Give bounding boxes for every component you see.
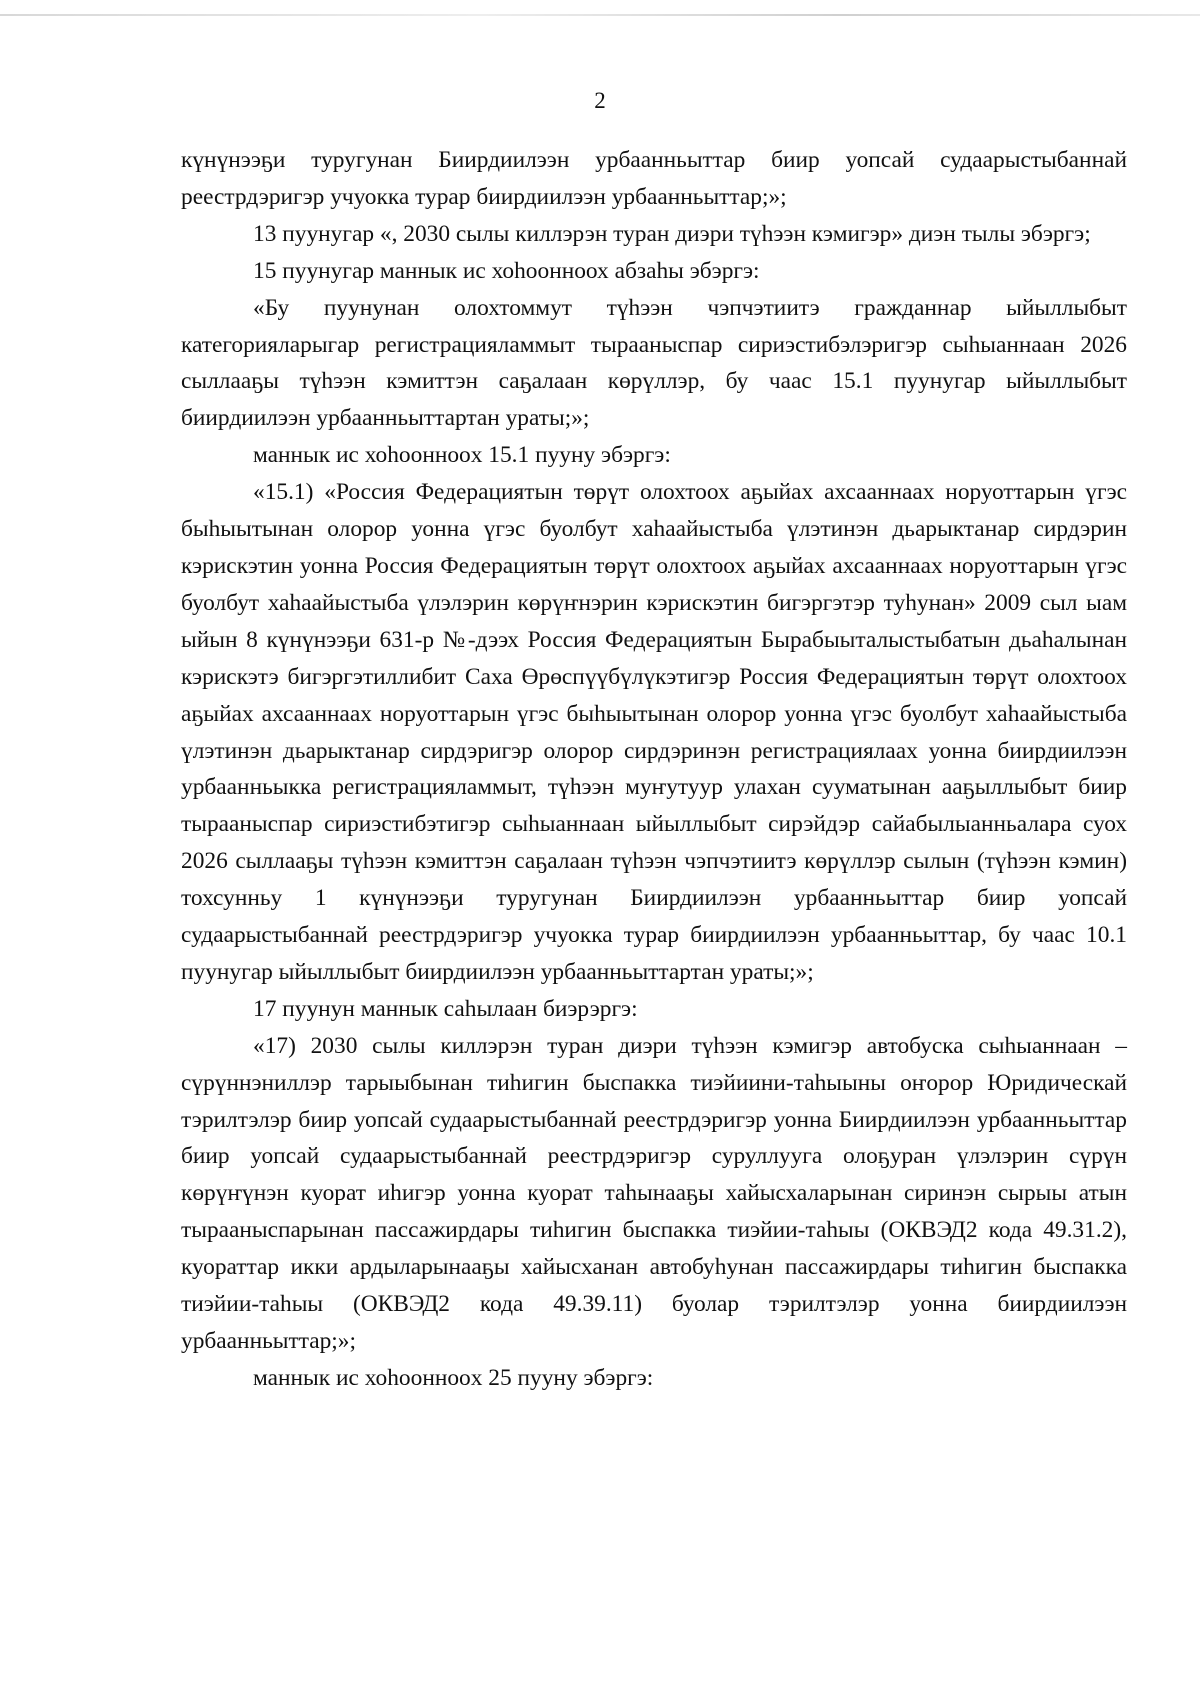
page-number: 2 xyxy=(594,88,606,113)
paragraph-5: маннык ис хоһооннооx 15.1 пууну эбэргэ: xyxy=(253,442,671,469)
paragraph-8: «17) 2030 сылы киллэрэн туран диэри түһээн кэмигэр автобуска сыһыаннаан – сүрүннэниллэр тарыыбынан тиһигин быспакка тиэйиини-таһыыны оҥорор Юридическай тэрилтэлэр биир уопсай судаарыстыбаннай реестрдэригэр уонна Биирдиилээн урбаанньыттар биир уопсай судаарыстыбаннай реестрдэригэр суруллууга олоҕуран үлэлэрин сүрүн көрүҥүнэн куорат иһигэр уонна куорат таһынааҕы хайысхаларынан сиринэн сырыы атын тырааныспарынан пассажирдары тиһигин быспакка тиэйии-таһыы (ОКВЭД2 кода 49.31.2), куораттар икки ардыларынааҕы хайысханан автобуһунан пассажирдары тиһигин быспакка тиэйии-таһыы (ОКВЭД2 кода 49.39.11) буолар тэрилтэлэр уонна биирдиилээн урбаанньыттар;»; xyxy=(181,1032,1127,1354)
paragraph-6: «15.1) «Россия Федерациятын төрүт олохтоох аҕыйах ахсааннаах норуоттарын үгэс быһыытынан олорор уонна үгэс буолбут хаһаайыстыба үлэтинэн дьарыктанар сирдэрин кэрискэтин уонна Россия Федерациятын төрүт олохтоох аҕыйах ахсааннаах норуоттарын үгэс буолбут хаһаайыстыба үлэлэрин көрүҥнэрин кэрискэтин бигэргэтэр туһунан» 2009 сыл ыам ыйын 8 күнүнээҕи 631-р №-дээх Россия Федерациятын Бырабыыталыстыбатын дьаһалынан кэрискэтэ бигэргэтиллибит Саха Өрөспүүбүлүкэтигэр Россия Федерациятын төрүт олохтоох аҕыйах ахсааннаах норуоттарын үгэс быһыытынан олорор уонна үгэс буолбут хаһаайыстыба үлэтинэн дьарыктанар сирдэригэр олорор сирдэринэн регистрациялаах уонна биирдиилээн урбаанньыкка регистрацияламмыт, түһээн муҥутуур улахан сууматынан ааҕыллыбыт биир тырааныспар сириэстибэтигэр сыһыаннаан ыйыллыбыт сирэйдэр сайабылыанньалара суох 2026 сыллааҕы түһээн кэмиттэн саҕалаан түһээн чэпчэтиитэ көрүллэр сылын (түһээн кэмин) тохсунньу 1 күнүнээҕи туругунан Биирдиилээн урбаанньыттар биир уопсай судаарыстыбаннай реестрдэригэр учуокка турар биирдиилээн урбаанньыттар, бу чаас 10.1 пуунугар ыйыллыбыт биирдиилээн урбаанньыттартан ураты;»; xyxy=(181,479,1127,985)
paragraph-3: 15 пуунугар маннык ис хоһоонноох абзаһы эбэргэ: xyxy=(253,257,760,284)
scan-edge xyxy=(0,14,1200,16)
paragraph-7: 17 пуунун маннык саһылаан биэрэргэ: xyxy=(253,995,638,1022)
paragraph-2: 13 пуунугар «, 2030 сылы киллэрэн туран диэри түһээн кэмигэр» диэн тылы эбэргэ; xyxy=(253,220,1091,247)
paragraph-9: маннык ис хоһооннооx 25 пууну эбэргэ: xyxy=(253,1364,654,1391)
paragraph-4: «Бу пуунунан олохтоммут түһээн чэпчэтиитэ гражданнар ыйыллыбыт категорияларыгар регистрацияламмыт тырааныспар сириэстибэлэригэр сыһыаннаан 2026 сыллааҕы түһээн кэмиттэн саҕалаан көрүллэр, бу чаас 15.1 пуунугар ыйыллыбыт биирдиилээн урбаанньыттартан ураты;»; xyxy=(181,294,1127,432)
document-body xyxy=(181,142,1127,1397)
paragraph-1: күнүнээҕи туругунан Биирдиилээн урбаанньыттар биир уопсай судаарыстыбаннай реестрдэригэр учуокка турар биирдиилээн урбаанньыттар;»; xyxy=(181,147,1127,210)
